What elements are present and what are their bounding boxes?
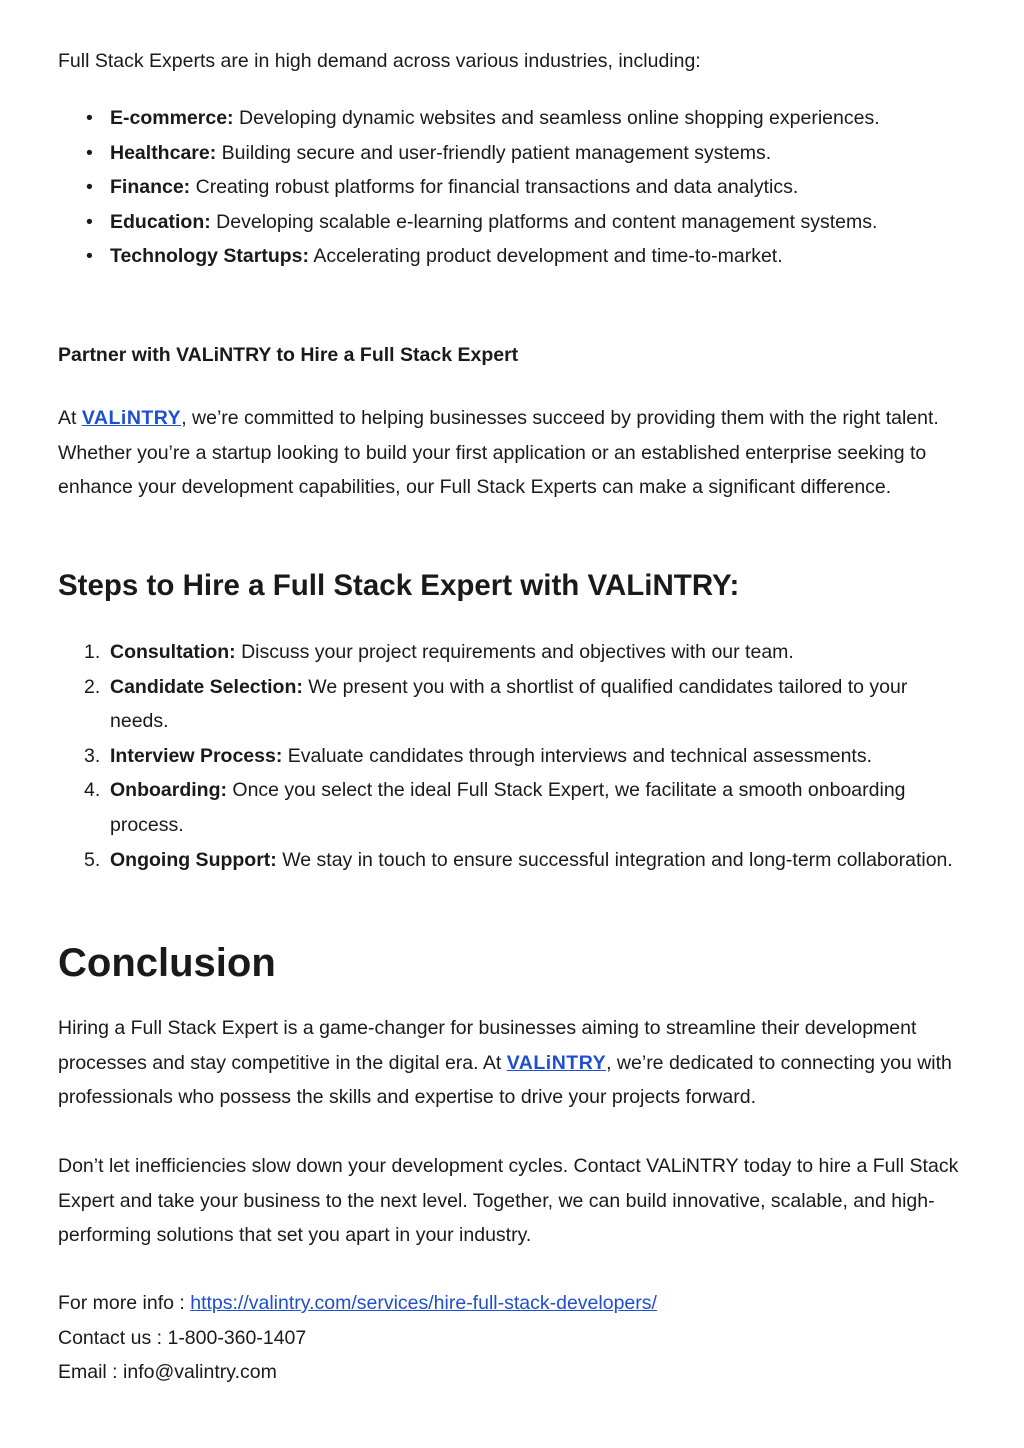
partner-paragraph-suffix: , we’re committed to helping businesses succeed by providing them with the right talent. Whether you’re a startup looking to build your first application or an established enterprise seeking to enhance your development capabilities, our Full Stack Experts can make a significant difference. — [58, 407, 939, 499]
services-url-link[interactable]: https://valintry.com/services/hire-full-stack-developers/ — [190, 1292, 657, 1314]
conclusion-paragraph — [58, 1011, 968, 1115]
partner-paragraph-prefix: At — [58, 407, 82, 429]
bullet-marker: • — [86, 176, 93, 199]
conclusion-paragraph-prefix: Hiring a Full Stack Expert is a game-changer for businesses aiming to streamline their development processes and stay competitive in the digital era. At — [58, 1017, 917, 1074]
step-item — [58, 635, 968, 670]
step-label: Consultation: — [110, 641, 236, 663]
list-item-text: Developing scalable e-learning platforms and content management systems. — [216, 210, 878, 233]
step-text: We stay in touch to ensure successful integration and long-term collaboration. — [282, 848, 953, 871]
intro-text: Full Stack Experts are in high demand across various industries, including: — [58, 50, 701, 72]
step-number: 1. — [84, 641, 101, 663]
list-item-text: Accelerating product development and time-to-market. — [313, 245, 783, 268]
list-item-text: Creating robust platforms for financial transactions and data analytics. — [195, 176, 799, 199]
step-item — [58, 773, 968, 842]
more-info-label: For more info : — [58, 1292, 191, 1314]
list-item-label: Healthcare: — [110, 141, 217, 164]
step-number: 5. — [84, 848, 101, 871]
list-item-label: E-commerce: — [110, 107, 234, 129]
partner-heading: Partner with VALiNTRY to Hire a Full Stack Expert — [58, 344, 519, 366]
bullet-marker: • — [86, 141, 93, 164]
step-number: 2. — [84, 675, 101, 698]
step-item — [58, 739, 968, 774]
step-text: Once you select the ideal Full Stack Expert, we facilitate a smooth onboarding process. — [110, 779, 906, 836]
list-item-label: Education: — [110, 210, 211, 233]
phone-line: Contact us : 1-800-360-1407 — [58, 1326, 307, 1349]
list-item-text: Building secure and user-friendly patient management systems. — [221, 141, 772, 164]
email-line: Email : info@valintry.com — [58, 1361, 277, 1384]
list-item — [58, 170, 968, 205]
step-item — [58, 843, 968, 878]
step-number: 3. — [84, 744, 101, 767]
bullet-marker: • — [86, 245, 93, 268]
conclusion-heading: Conclusion — [58, 941, 276, 985]
list-item — [58, 205, 968, 240]
step-label: Ongoing Support: — [110, 848, 277, 871]
step-number: 4. — [84, 779, 101, 802]
step-item — [58, 670, 968, 739]
call-to-action-paragraph: Don’t let inefficiencies slow down your development cycles. Contact VALiNTRY today to hire a Full Stack Expert and take your business to the next level. Together, we can build innovative, scalable, and high-performing solutions that set you apart in your industry. — [58, 1155, 959, 1247]
steps-heading: Steps to Hire a Full Stack Expert with VALiNTRY: — [58, 569, 740, 602]
more-info-line — [58, 1286, 968, 1321]
step-label: Candidate Selection: — [110, 675, 303, 698]
partner-paragraph — [58, 401, 968, 505]
list-item — [58, 239, 968, 274]
bullet-marker: • — [86, 107, 93, 129]
step-label: Onboarding: — [110, 779, 227, 802]
conclusion-paragraph-suffix: , we’re dedicated to connecting you with professionals who possess the skills and expertise to drive your projects forward. — [58, 1051, 952, 1109]
bullet-marker: • — [86, 210, 93, 233]
contact-block — [58, 1286, 968, 1390]
step-text: Discuss your project requirements and objectives with our team. — [241, 641, 794, 663]
list-item-text: Developing dynamic websites and seamless online shopping experiences. — [238, 107, 880, 129]
list-item — [58, 136, 968, 171]
list-item — [58, 101, 968, 136]
step-text: Evaluate candidates through interviews and technical assessments. — [287, 744, 873, 767]
list-item-label: Finance: — [110, 176, 191, 199]
industries-list — [58, 101, 968, 274]
valintry-link[interactable]: VALiNTRY — [81, 407, 182, 429]
step-text: We present you with a shortlist of qualified candidates tailored to your needs. — [110, 675, 908, 733]
steps-list — [58, 635, 968, 877]
step-label: Interview Process: — [110, 744, 283, 767]
valintry-link[interactable]: VALiNTRY — [506, 1051, 607, 1074]
list-item-label: Technology Startups: — [110, 245, 309, 268]
